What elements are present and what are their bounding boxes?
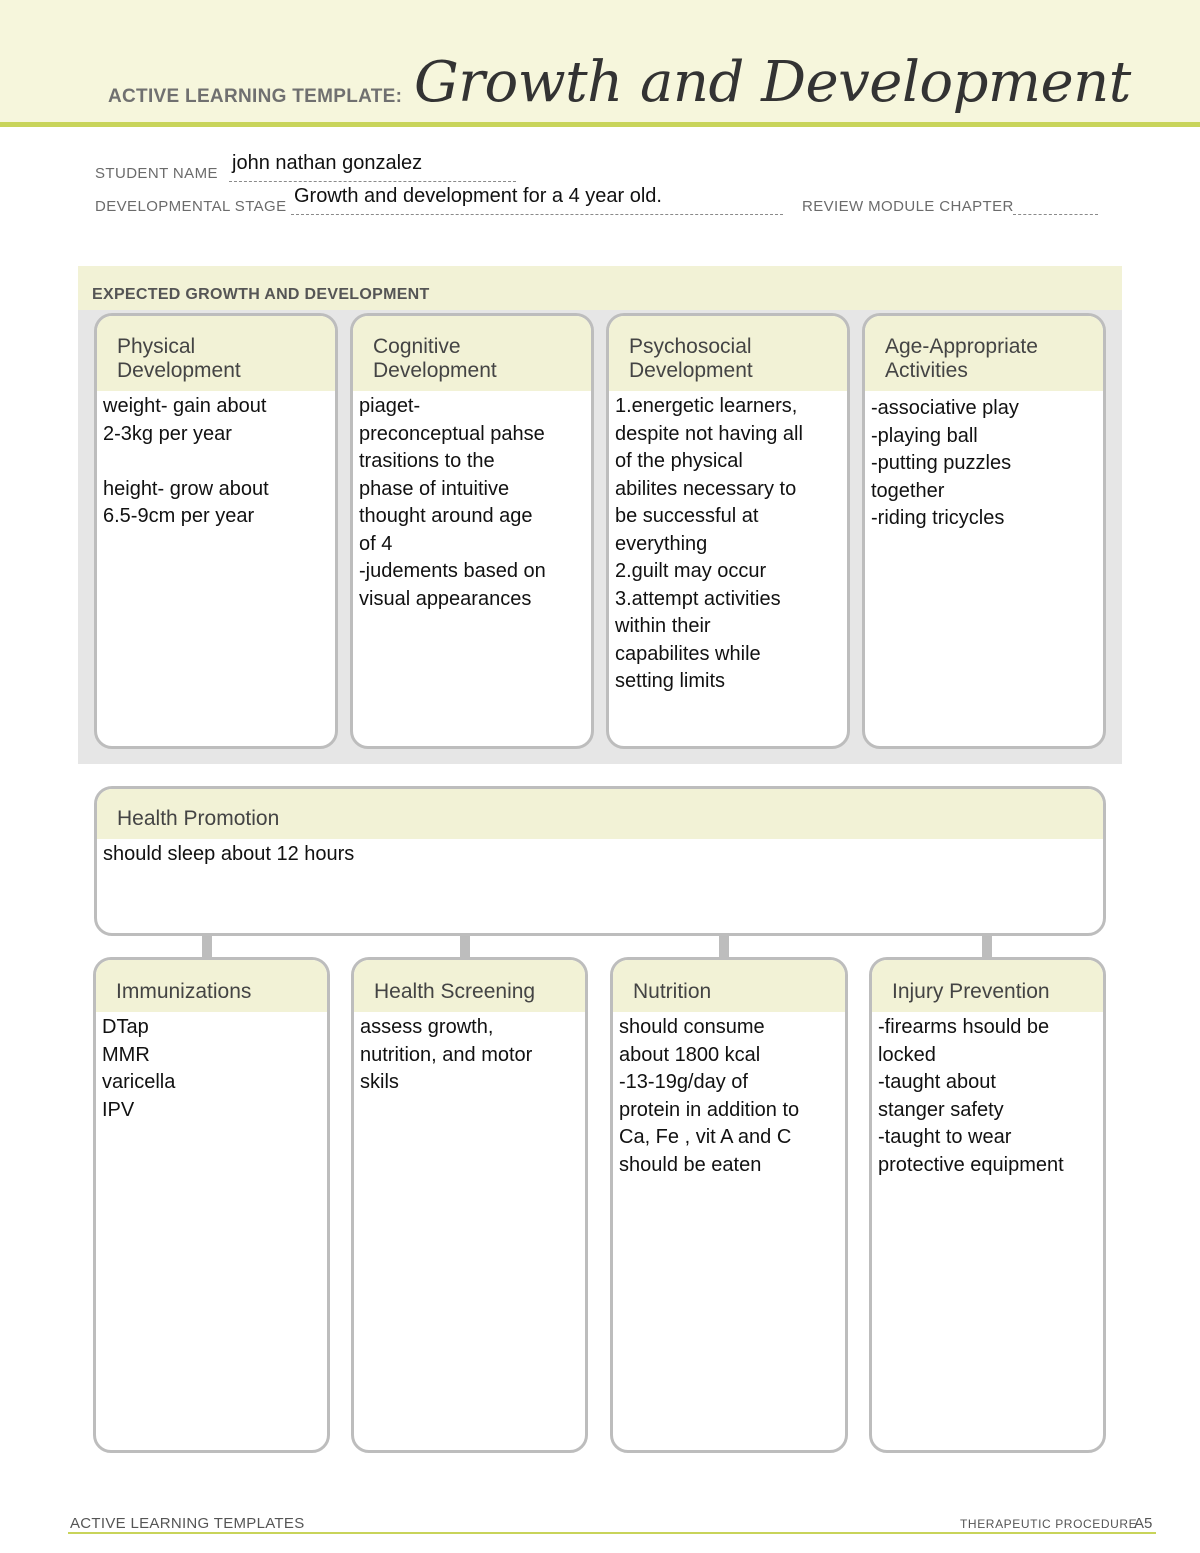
card-content[interactable]: should consume about 1800 kcal -13-19g/day of protein in addition to Ca, Fe , vit A and C should be eaten — [619, 1016, 800, 1176]
card-content[interactable]: -firearms hsould be locked -taught about stanger safety -taught to wear protective equipment — [878, 1016, 1064, 1176]
page-number: A5 — [1134, 1515, 1153, 1532]
connector — [982, 934, 992, 958]
physical-development-card — [94, 313, 338, 749]
footer-label: ACTIVE LEARNING TEMPLATES — [70, 1515, 305, 1532]
card-title: Immunizations — [116, 980, 252, 1003]
card-title: Physical Development — [117, 335, 241, 382]
health-screening-card — [351, 957, 588, 1453]
expected-section-title: EXPECTED GROWTH AND DEVELOPMENT — [92, 286, 430, 303]
age-appropriate-activities-card — [862, 313, 1106, 749]
card-title: Psychosocial Development — [629, 335, 753, 382]
chapter-label: REVIEW MODULE CHAPTER — [802, 198, 1014, 215]
psychosocial-development-card — [606, 313, 850, 749]
connector — [460, 934, 470, 958]
card-content[interactable]: -associative play -playing ball -putting puzzles together -riding tricycles — [871, 397, 1019, 529]
health-promotion-card — [94, 786, 1106, 936]
card-content[interactable]: should sleep about 12 hours — [103, 843, 355, 865]
chapter-field[interactable] — [1013, 214, 1098, 215]
connector — [719, 934, 729, 958]
stage-line — [291, 214, 783, 215]
student-name-line — [229, 181, 516, 182]
card-title: Health Promotion — [117, 807, 280, 830]
footer-section-label: THERAPEUTIC PROCEDURE — [960, 1517, 1138, 1531]
footer-rule — [68, 1532, 1156, 1534]
header-rule — [0, 122, 1200, 127]
immunizations-card — [93, 957, 330, 1453]
card-content[interactable]: assess growth, nutrition, and motor skils — [360, 1016, 533, 1093]
injury-prevention-card — [869, 957, 1106, 1453]
card-content[interactable]: DTap MMR varicella IPV — [102, 1016, 176, 1121]
template-label: ACTIVE LEARNING TEMPLATE: — [108, 86, 403, 107]
page-title: Growth and Development — [414, 50, 1131, 115]
card-title: Cognitive Development — [373, 335, 497, 382]
card-title: Injury Prevention — [892, 980, 1050, 1003]
stage-label: DEVELOPMENTAL STAGE — [95, 198, 287, 215]
card-title: Nutrition — [633, 980, 712, 1003]
card-title: Age-Appropriate Activities — [885, 335, 1038, 382]
card-content[interactable]: 1.energetic learners, despite not having all of the physical abilites necessary to be successful at everything 2.guilt may occur 3.attempt activities within their capabilites while setting limits — [615, 395, 803, 692]
connector — [202, 934, 212, 958]
card-content[interactable]: weight- gain about 2-3kg per year height- grow about 6.5-9cm per year — [103, 395, 269, 527]
stage-field[interactable]: Growth and development for a 4 year old. — [294, 185, 662, 207]
card-title: Health Screening — [374, 980, 536, 1003]
student-name-label: STUDENT NAME — [95, 165, 218, 182]
cognitive-development-card — [350, 313, 594, 749]
card-content[interactable]: piaget- preconceptual pahse trasitions to the phase of intuitive thought around age of 4 -judements based on visual appearances — [359, 395, 546, 610]
student-name-field[interactable]: john nathan gonzalez — [232, 152, 423, 174]
nutrition-card — [610, 957, 848, 1453]
